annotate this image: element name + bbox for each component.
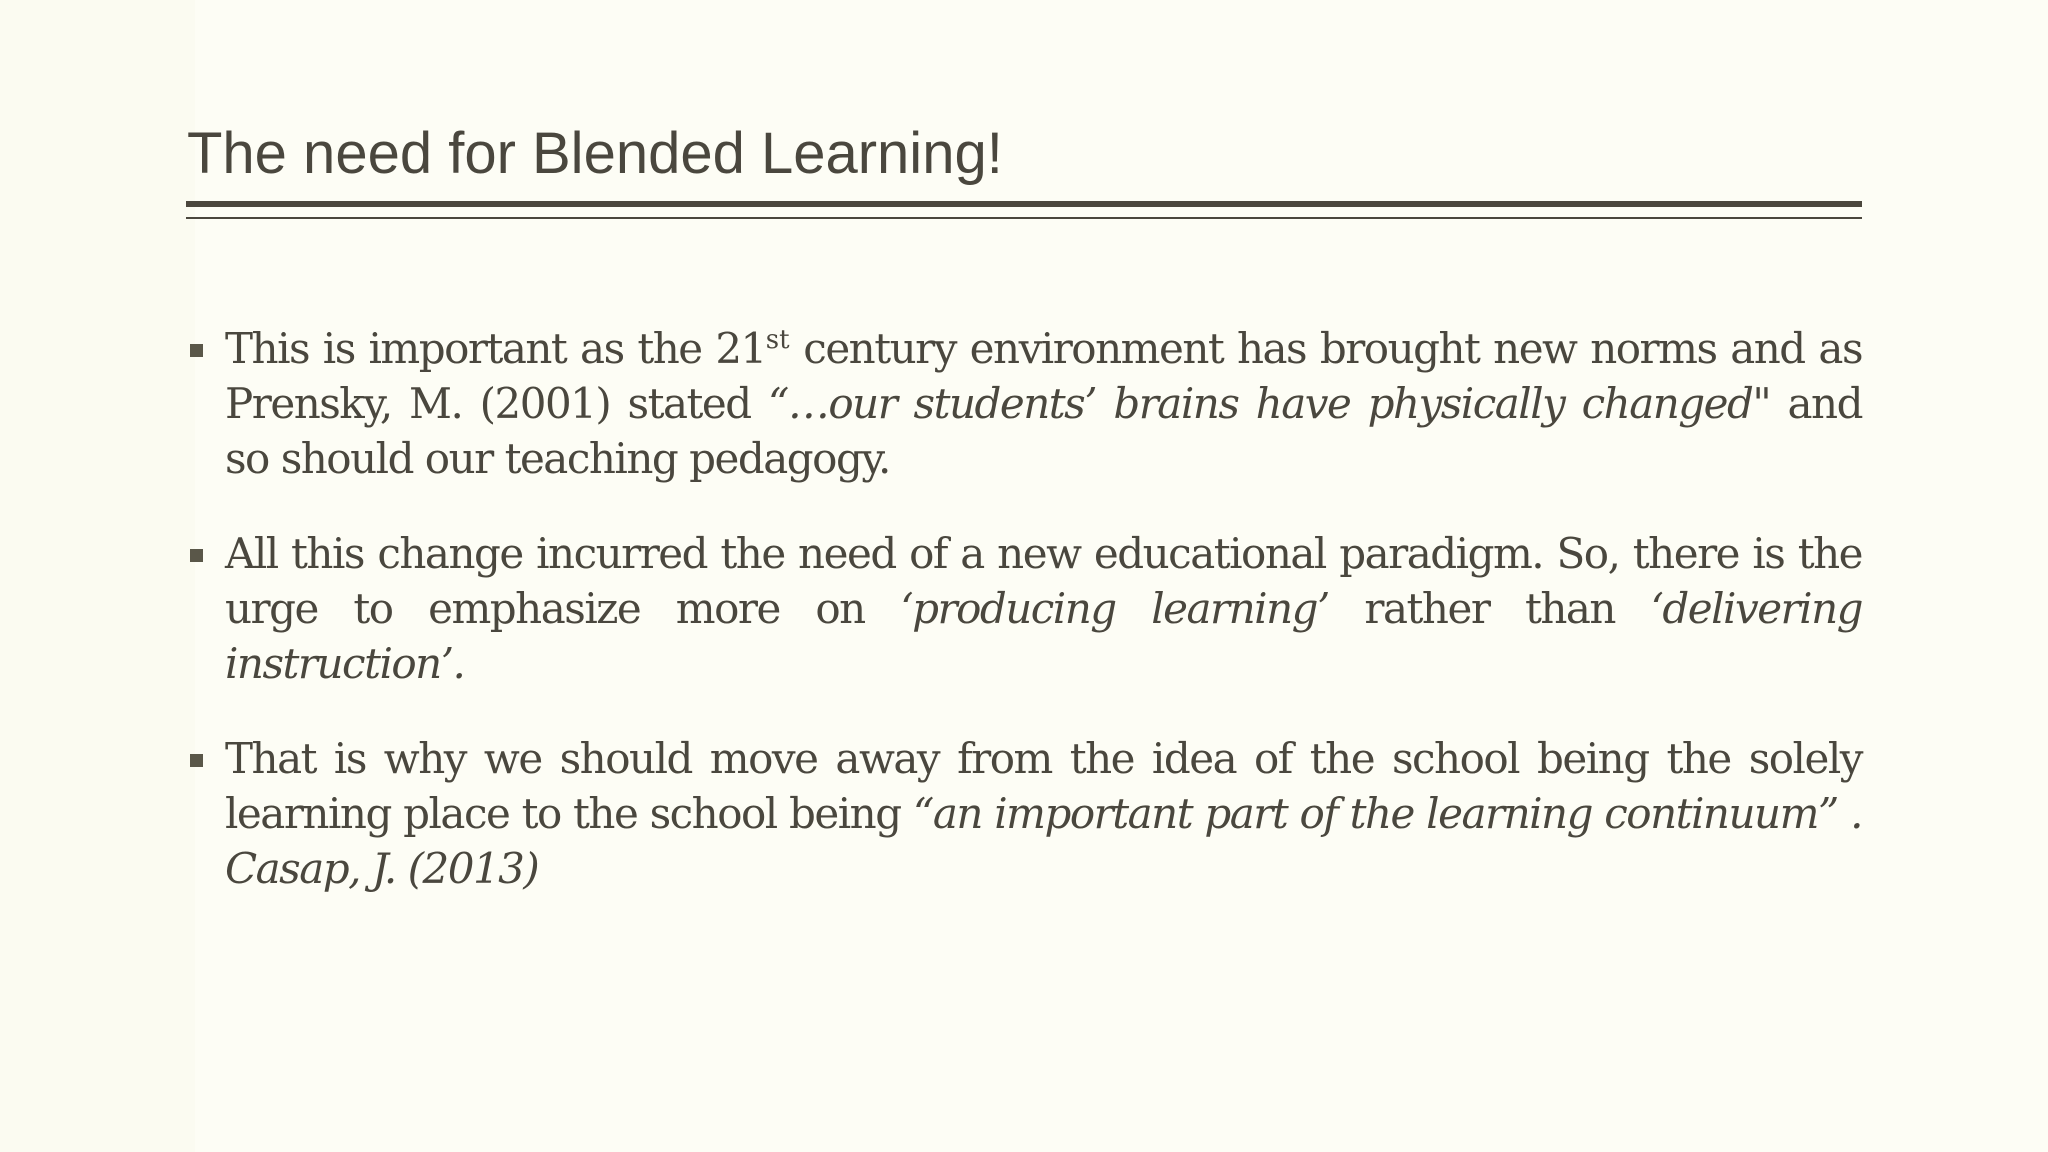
bullet-1-superscript: st <box>765 325 790 355</box>
bullet-2-quote-a: ‘producing learning’ <box>900 584 1329 633</box>
bullet-2-text-a: All this change incurred the need of a new educational paradigm. So, there is the urge to emphasize more on <box>225 529 1862 633</box>
bullet-3-text-a: That is why we should move away from the idea of the school being the solely learning place to the school being <box>225 734 1862 838</box>
square-bullet-icon <box>190 344 203 357</box>
bullet-list <box>186 321 1862 936</box>
square-bullet-icon <box>190 549 203 562</box>
bullet-1-text-c: and so should our teaching pedagogy. <box>225 379 1862 483</box>
bullet-2-text-b: rather than <box>1328 584 1651 633</box>
slide-title: The need for Blended Learning! <box>187 121 1003 186</box>
bullet-3-quote: “an important part of the learning continuum” . Casap, J. (2013) <box>225 789 1862 893</box>
bullet-1-quote: “…our students’ brains have physically changed" <box>767 379 1771 428</box>
title-underline-thick <box>186 201 1862 207</box>
bullet-item-2 <box>186 526 1862 691</box>
left-margin-band <box>0 0 195 1152</box>
title-underline-thin <box>186 217 1862 219</box>
bullet-item-1 <box>186 321 1862 486</box>
bullet-2-quote-b: ‘delivering instruction’. <box>225 584 1863 688</box>
bullet-1-text-b: century environment has brought new norms and as Prensky, M. (2001) stated <box>225 324 1862 428</box>
square-bullet-icon <box>190 754 203 767</box>
bullet-1-text-a: This is important as the 21 <box>225 324 766 373</box>
bullet-item-3 <box>186 731 1862 896</box>
